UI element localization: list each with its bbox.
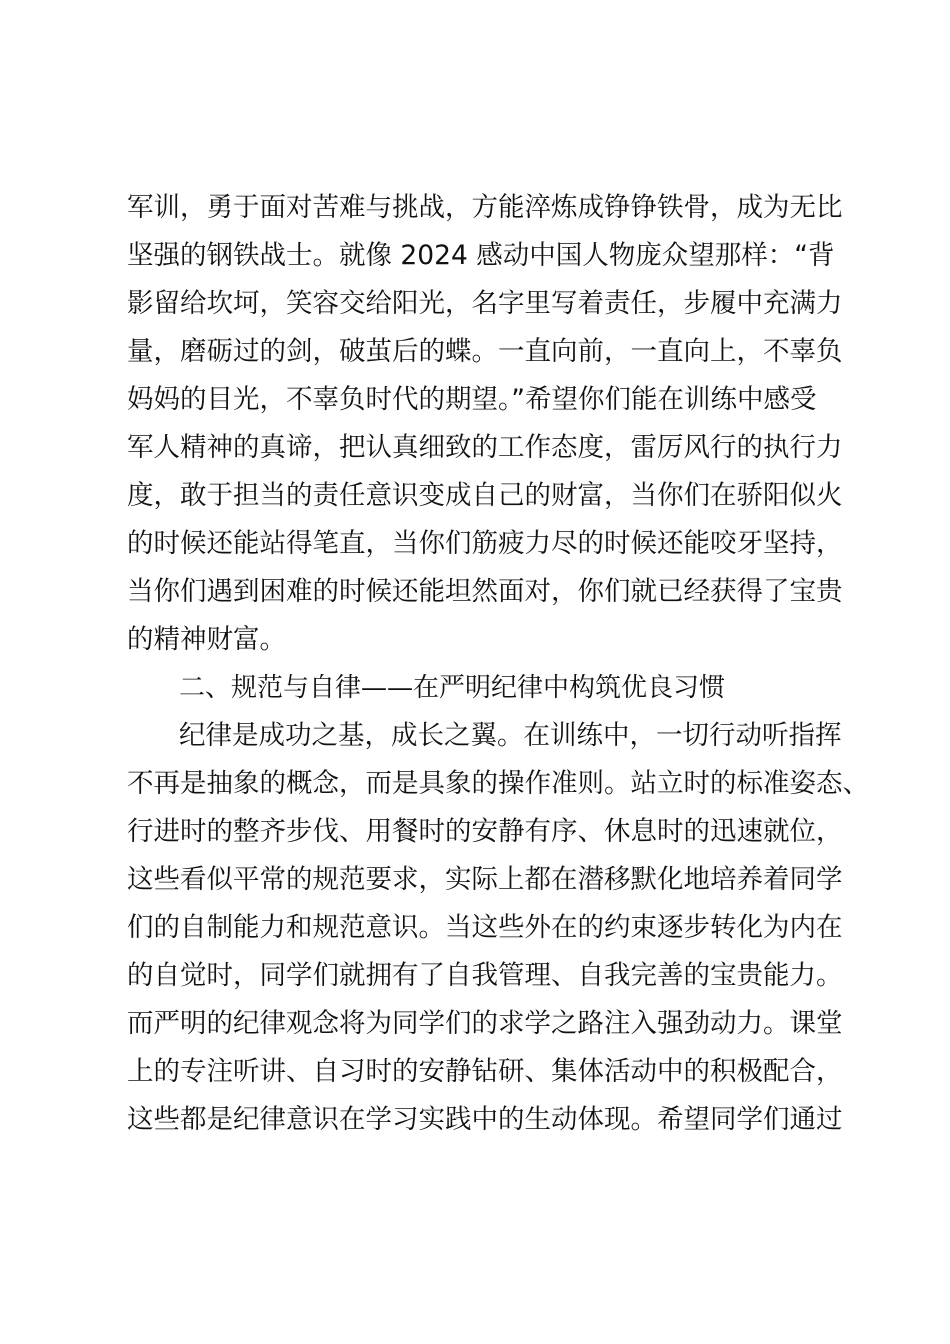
paragraph-first-line: 纪律是成功之基，成长之翼。在训练中，一切行动听指挥 xyxy=(179,720,842,751)
text-line: 而严明的纪律观念将为同学们的求学之路注入强劲动力。课堂 xyxy=(127,1008,843,1039)
text-line: 行进时的整齐步伐、用餐时的安静有序、休息时的迅速就位， xyxy=(127,816,843,847)
text-line: 当你们遇到困难的时候还能坦然面对，你们就已经获得了宝贵 xyxy=(127,576,843,607)
text-line: 的精神财富。 xyxy=(127,624,286,655)
section-heading: 二、规范与自律——在严明纪律中构筑优良习惯 xyxy=(179,673,726,703)
text-line: 量，磨砺过的剑，破茧后的蝶。一直向前，一直向上，不辜负 xyxy=(127,336,843,367)
text-line: 们的自制能力和规范意识。当这些外在的约束逐步转化为内在 xyxy=(127,912,843,943)
text-line: 这些看似平常的规范要求，实际上都在潜移默化地培养着同学 xyxy=(127,864,843,895)
text-line: 度，敢于担当的责任意识变成自己的财富，当你们在骄阳似火 xyxy=(127,480,843,511)
text-line: 坚强的钢铁战士。就像 2024 感动中国人物庞众望那样：“背 xyxy=(127,240,835,271)
text-line: 不再是抽象的概念，而是具象的操作准则。站立时的标准姿态、 xyxy=(127,768,869,799)
text-line: 这些都是纪律意识在学习实践中的生动体现。希望同学们通过 xyxy=(127,1104,843,1135)
text-line: 影留给坎坷，笑容交给阳光，名字里写着责任，步履中充满力 xyxy=(127,288,843,319)
text-line: 的时候还能站得笔直，当你们筋疲力尽的时候还能咬牙坚持， xyxy=(127,528,843,559)
text-line: 妈妈的目光，不辜负时代的期望。”希望你们能在训练中感受 xyxy=(127,384,817,415)
text-line: 的自觉时，同学们就拥有了自我管理、自我完善的宝贵能力。 xyxy=(127,960,843,991)
text-line: 军训，勇于面对苦难与挑战，方能淬炼成铮铮铁骨，成为无比 xyxy=(127,192,843,223)
text-line: 军人精神的真谛，把认真细致的工作态度，雷厉风行的执行力 xyxy=(127,432,843,463)
text-line: 上的专注听讲、自习时的安静钻研、集体活动中的积极配合， xyxy=(127,1056,843,1087)
